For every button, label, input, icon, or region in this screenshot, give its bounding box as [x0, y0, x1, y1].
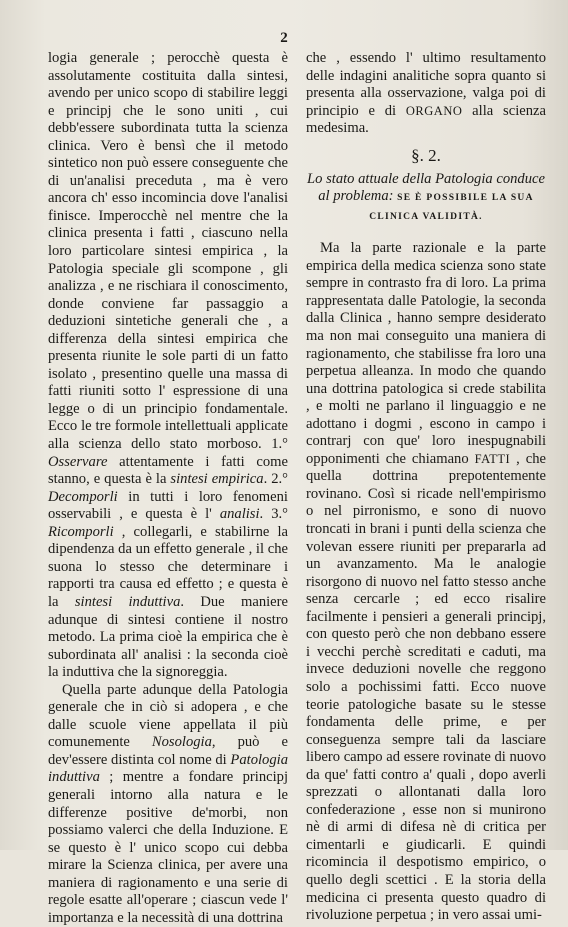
text-run: alla scienza medesima. — [306, 102, 546, 137]
italic-term: analisi — [219, 506, 260, 523]
caps-term: FATTI — [474, 451, 511, 466]
italic-term: Nosologia — [151, 734, 212, 751]
text-run: Ma la parte razionale e la parte empirica della medica scienza sono state sempre in contrasto fra di loro. La prima rappresentata dalle Patologie, la seconda dalla Clinica , hanno sempre desiderato ma non mai conseguito una maniera di ragionamento, che stabilisse fra loro una perpetua alleanza. In modo che quando una dottrina patologica si crede stabilita , e molti ne parlano il linguaggio e ne adottano i dogmi , escono in campo i contrarj con que' loro inespugnabili opponimenti che chiamano — [306, 240, 546, 467]
text-run: Quella parte adunque della Patologia generale che in ciò si adopera , e che dalle scuole viene appellata il più comunemente — [48, 681, 288, 751]
paragraph — [48, 50, 288, 682]
text-run: , collegarli, e stabilirne la dipendenza da un effetto generale , il che suona lo stesso che determinare i rapporti tra causa ed effetto ; e questa è la — [48, 523, 288, 610]
italic-term: Decomporli — [48, 488, 118, 505]
caps-term: ORGANO — [405, 103, 463, 118]
heading-italic: Lo stato attuale della Patologia conduce al problema — [307, 171, 545, 205]
italic-term: Osservare — [48, 453, 108, 470]
text-run: attentamente i fatti come stanno, e questa è la — [48, 453, 288, 488]
right-column — [306, 50, 546, 925]
italic-term: sintesi induttiva — [74, 593, 181, 610]
heading-colon: : — [388, 188, 394, 205]
text-run: . Due maniere adunque di sintesi contiene il nostro metodo. La prima cioè la empirica che è subordinata all' analisi : la seconda cioè la induttiva che la signoreggia. — [48, 593, 288, 681]
paragraph — [306, 50, 546, 138]
text-run: in tutti i loro fenomeni osservabili , e questa è l' — [48, 488, 288, 523]
text-run: , che quella dottrina prepotentemente rovinano. Così si ricade nell'empirismo o nel pirronismo, e sono di nuovo troncati in brani i punti della scienza che volevan essere riuniti per prepararla ad un avanzamento. Ma le analogie risorgono di nuovo nel fatto stesso anche senza cercarle ; ed ecco risalire facilmente i pensieri a generali principj, con questo però che non debbano essere i vecchi perchè screditati e caduti, ma invece deduzioni novelle che reggono solo a pochissimi fatti. Ecco nuove teorie patologiche basate su le stesse fondamenta delle prime, e per conseguenza sempre tali da lasciare libero campo ad essere rovinate di nuovo da que' fatti contro a' quali , dopo averli sprezzati o allontanati dalla loro confederazione , esse non si munirono nè di armi di difesa nè di critica per cimentarli e giudicarli. E quindi ricomincia il despotismo empirico, o quello degli scettici . E la storia della medicina ci presenta questo quadro di rivoluzione perpetua ; in vero assai umi- — [306, 450, 546, 924]
section-number: §. 2. — [411, 145, 441, 165]
text-run: ; mentre a fondare principj generali intorno alla natura e le differenze positive de'morbi, non possiamo valerci che della Induzione. E se questo è l' unico scopo cui debba mirare la Scienza clinica, per avere una maniera di ragionamento e una serie di regole esatte all'operare ; ciascun vede l' importanza e la necessità di una dottrina — [48, 769, 288, 926]
italic-term: Patologia induttiva — [48, 751, 288, 786]
paragraph — [48, 682, 288, 927]
paragraph — [306, 240, 546, 924]
text-run: logia generale ; perocchè questa è assolutamente costituita dalla sintesi, avendo per unico scopo di stabilire leggi e principj che le sono uniti , cui debb'essere subordinata tutta la scienza clinica. Vero è bensì che il metodo sintetico non può essere conseguente che di un'analisi preceduta , ma è vero ancora ch' esso incomincia dove l'analisi finisce. Imperocchè nel mentre che la clinica presenta i fatti , ciascuno nella loro particolare sintesi empirica , la Patologia speciale gli scompone , gli analizza , e ne rischiara il conoscimento, donde conviene far passaggio a deduzioni sintetiche generali che , a differenza della sintesi empirica che presenta riunite le sole parti di un fatto isolato , presentino quelle una massa di fatti riuniti sotto l' espressione di una legge o di un principio fondamentale. Ecco le tre formole intellettuali applicate alla scienza dello stato morboso. 1.° — [48, 50, 288, 453]
section-heading — [306, 171, 546, 226]
page-number: 2 — [280, 30, 288, 46]
italic-term: sintesi empirica — [170, 471, 264, 488]
text-run: che , essendo l' ultimo resultamento delle indagini analitiche sopra quanto si presenta alla osservazione, valga poi di principio e di — [306, 50, 546, 119]
left-column — [48, 50, 288, 927]
italic-term: Ricomporli — [48, 523, 114, 540]
text-run: . 2.° — [263, 471, 288, 488]
heading-caps: SE È POSSIBILE LA SUA CLINICA VALIDITÀ. — [369, 193, 534, 223]
text-run: . 3.° — [259, 506, 288, 523]
text-run: , può e dev'essere distinta col nome di — [48, 734, 288, 768]
